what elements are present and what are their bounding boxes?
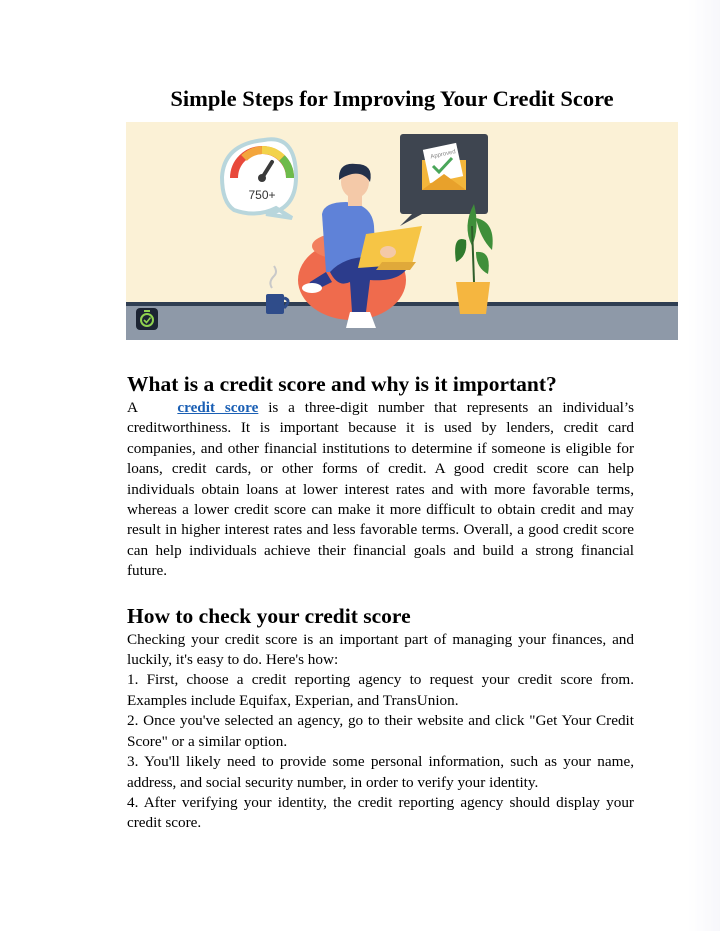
step-item: 4. After verifying your identity, the credit reporting agency should display your credit score. — [127, 793, 634, 832]
step-item: 2. Once you've selected an agency, go to their website and click "Get Your Credit Score" or a similar option. — [127, 712, 634, 750]
section-paragraph-how-to-check: Checking your credit score is an important part of managing your finances, and luckily, it's easy to do. Here's how: — [127, 630, 634, 669]
section-spacer — [127, 582, 634, 602]
section-heading-how-to-check: How to check your credit score — [127, 603, 411, 628]
document-title: Simple Steps for Improving Your Credit Score — [170, 86, 614, 111]
floor — [126, 306, 678, 340]
approved-badge-label: Approved — [429, 149, 457, 161]
paragraph-intro-word: A — [127, 399, 138, 416]
gauge-label: 750+ — [248, 188, 276, 202]
step-item: 1. First, choose a credit reporting agency to request your credit score from. Examples include Equifax, Experian, and TransUnion. — [127, 671, 634, 709]
floor-edge — [126, 302, 678, 306]
brand-logo-icon — [136, 308, 158, 330]
hero-illustration — [126, 122, 678, 340]
step-item: 3. You'll likely need to provide some personal information, such as your name, address, and social security number, in order to verify your identity. — [127, 753, 634, 791]
page-edge-shade — [688, 0, 720, 931]
credit-gauge-bubble — [222, 139, 296, 218]
hero-svg — [126, 122, 678, 340]
section-paragraph-what-is — [127, 398, 634, 582]
credit-score-link[interactable]: credit score — [177, 399, 259, 416]
paragraph-body-text: is a three-digit number that represents an individual’s creditworthiness. It is important because it is used by lenders, credit card companies, and other financial institutions to determine if someone is eligible for loans, credit cards, or other forms of credit. A good credit score can help individuals obtain loans at lower interest rates and with more favorable terms, whereas a lower credit score can make it more difficult to obtain credit and may result in higher interest rates and less favorable terms. Overall, a good credit score can help individuals achieve their financial goals and build a strong financial future. — [127, 399, 635, 580]
article-body — [127, 370, 634, 834]
section-heading-what-is: What is a credit score and why is it important? — [127, 372, 557, 396]
